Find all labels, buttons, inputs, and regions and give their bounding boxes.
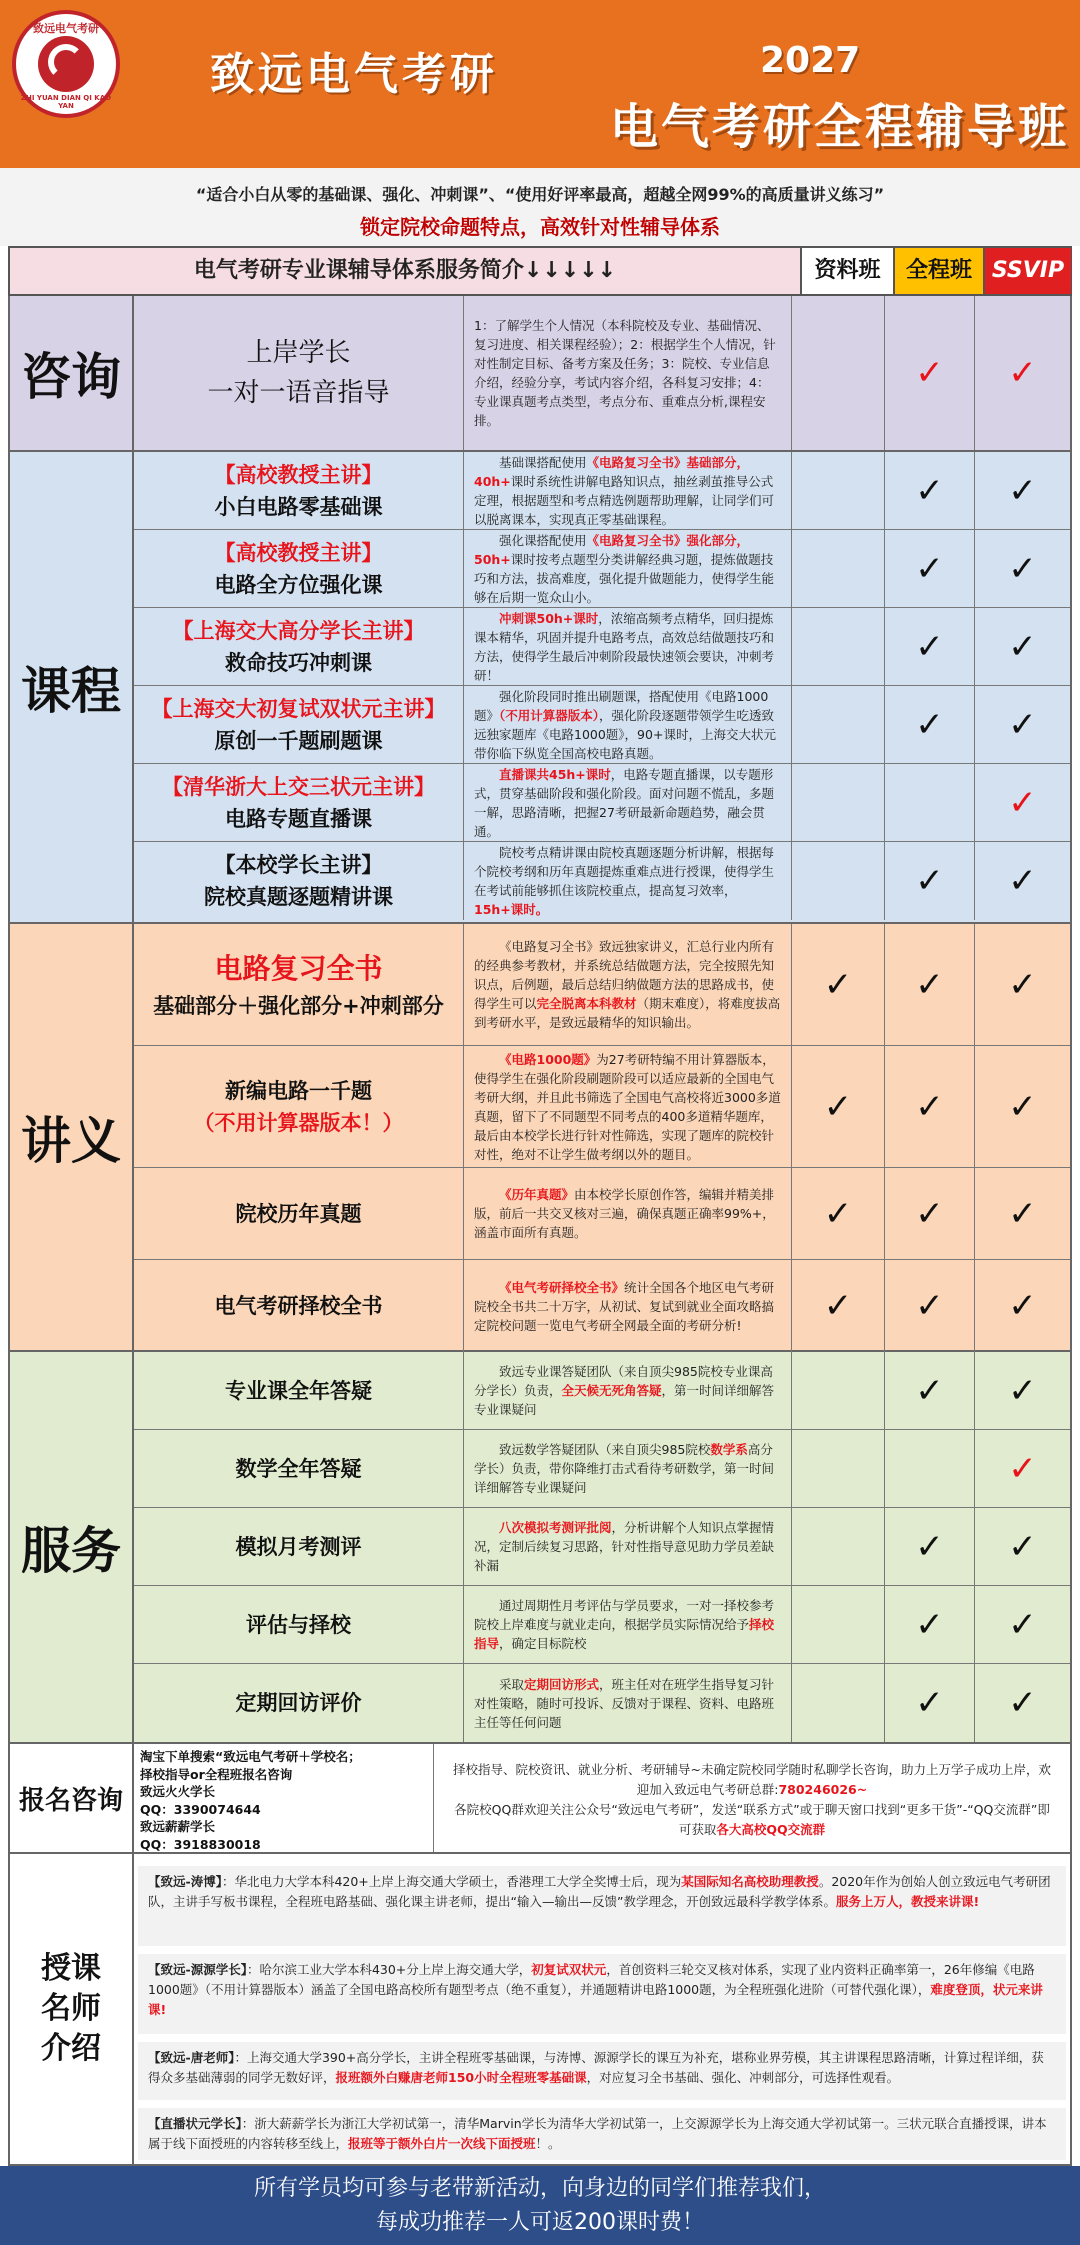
check-icon: ✓	[823, 1193, 853, 1234]
row-name	[134, 296, 464, 450]
check-full	[885, 608, 975, 685]
row-description-part: ，强化阶段逐题带领学生吃透致远独家题库《电路1000题》，90+课时，上海交大状元带你临下纵览全国高校电路真题。	[474, 707, 776, 761]
teacher-text: 。2020年作为创始人创立致远电气考研团队，主讲手写板书课程，全程班电路基础、强化课主讲老师，提出“输入—输出—反馈”教学理念，开创致远最科学教学体系。	[148, 1874, 1051, 1909]
teacher-text: ：浙大薪薪学长为浙江大学初试第一，清华Marvin学长为清华大学初试第一，上交源源学长为上海交通大学初试第一。三状元联合直播授课，讲本属于线下面授班的内容转移至线上，	[148, 2116, 1047, 2151]
check-icon: ✓	[915, 1604, 944, 1645]
check-icon: ✓	[915, 470, 944, 511]
row-description-text	[474, 1185, 781, 1242]
row-description-text	[474, 1278, 781, 1335]
row-description-highlight: 冲刺课50h+课时	[499, 610, 599, 626]
row-name-line-2: 院校真题逐题精讲课	[204, 885, 393, 909]
row-name-line-1: 【高校教授主讲】	[214, 540, 383, 565]
row-description-part: 由本校学长原创作答，编辑并精美排版，前后一共交叉核对三遍，确保真题正确率99%+，涵盖市面所有真题。	[474, 1187, 775, 1240]
check-materials	[792, 1168, 885, 1259]
row-description-highlight: 定期回访形式	[524, 1676, 600, 1692]
check-ssvip	[975, 1430, 1070, 1507]
group-number[interactable]: 780246026~	[778, 1782, 868, 1797]
row-description-part: 为27考研特编不用计算器版本，使得学生在强化阶段刷题阶段可以适应最新的全国电气考研大纲，并且此书筛选了全国电气高校将近3000多道真题，留下了不同题型不同考点的400多道精华题库，最后由本校学长进行针对性筛选，实现了题库的院校针对性，绝对不让学生做考纲以外的题目。	[474, 1051, 781, 1162]
check-ssvip	[975, 924, 1070, 1045]
table-row	[134, 842, 1070, 920]
row-name	[134, 530, 464, 607]
row-name-line-2: 救命技巧冲刺课	[225, 650, 372, 675]
row-description-part: ，第一时间详细解答专业课疑问	[474, 1383, 775, 1417]
row-description-text	[474, 531, 781, 607]
row-description-text	[474, 765, 781, 841]
logo-text-top: 致远电气考研	[33, 22, 99, 35]
table-row	[134, 1260, 1070, 1352]
table-row	[134, 686, 1070, 764]
check-materials	[792, 1664, 885, 1742]
row-name-line-1: 评估与择校	[246, 1612, 351, 1637]
table-row	[134, 764, 1070, 842]
logo-text-bottom: ZHI YUAN DIAN QI KAO YAN	[20, 94, 112, 110]
row-name-line-2: 原创一千题刷题课	[214, 728, 383, 753]
table-header-title: 电气考研专业课辅导体系服务简介↓↓↓↓↓	[193, 258, 617, 283]
row-name-line-2: 一对一语音指导	[207, 378, 390, 408]
row-name-line-1: 定期回访评价	[235, 1691, 362, 1715]
check-full	[885, 1430, 975, 1507]
check-materials	[792, 530, 885, 607]
table-row	[134, 1664, 1070, 1742]
row-description	[464, 1046, 792, 1167]
row-description-part: 院校考点精讲课由院校真题逐题分析讲解，根据每个院校考纲和历年真题提炼重难点进行授课，使得学生在考试前能够抓住该院校重点，提高复习效率，	[474, 845, 775, 898]
check-full	[885, 1260, 975, 1352]
section-label: 报名咨询	[10, 1744, 134, 1852]
check-icon: ✓	[915, 626, 944, 667]
teacher-highlight: 难度登顶，状元来讲课!	[148, 1982, 1043, 2017]
section-label: 课程	[10, 452, 134, 922]
table-header	[8, 246, 1072, 296]
check-full	[885, 530, 975, 607]
check-materials	[792, 1352, 885, 1429]
check-materials	[792, 924, 885, 1045]
row-description-highlight: （不用计算器版本）	[499, 707, 600, 723]
row-description	[464, 530, 792, 607]
row-description-text	[474, 687, 781, 763]
teacher-text: ！。	[535, 2136, 561, 2151]
row-description	[464, 686, 792, 763]
check-icon: ✓	[1008, 1683, 1037, 1723]
row-name-line-1: 电路复习全书	[214, 951, 383, 985]
row-description	[464, 1260, 792, 1352]
check-icon: ✓	[1008, 1604, 1037, 1645]
row-description-text	[474, 1518, 781, 1575]
row-description	[464, 842, 792, 920]
teacher-highlight: 报班额外白赚唐老师150小时全程班零基础课	[335, 2070, 587, 2085]
row-description	[464, 1664, 792, 1742]
header-banner	[0, 0, 1080, 168]
teacher-card	[138, 2108, 1066, 2160]
check-materials	[792, 1260, 885, 1352]
row-description-highlight: 八次模拟考测评批阅	[499, 1520, 612, 1535]
check-icon: ✓	[915, 704, 944, 745]
check-full	[885, 842, 975, 920]
check-materials	[792, 1430, 885, 1507]
check-icon: ✓	[915, 1286, 944, 1326]
row-description	[464, 296, 792, 450]
section-consult	[8, 296, 1072, 452]
row-description-text	[474, 937, 781, 1032]
row-description-part: ，电路专题直播课，以专题形式，贯穿基础阶段和强化阶段。面对问题不慌乱，多题一解，思路清晰，把握27考研最新命题趋势，融会贯通。	[474, 766, 775, 839]
row-name-line-1: 上岸学长	[246, 338, 351, 368]
signup-line: 淘宝下单搜索“致远电气考研＋学校名；	[140, 1749, 361, 1764]
logo	[12, 10, 120, 118]
check-icon: ✓	[1008, 1448, 1037, 1489]
slogan-line-1: “适合小白从零的基础课、强化、冲刺课”、“使用好评率最高，超越全网99%的高质量讲义练习”	[195, 185, 885, 204]
signup-line: 择校指导or全程班报名咨询	[140, 1766, 293, 1782]
check-full	[885, 764, 975, 841]
table-row	[134, 1046, 1070, 1168]
table-row	[134, 530, 1070, 608]
teacher-text: ：华北电力大学本科420+上岸上海交通大学硕士，香港理工大学全奖博士后，现为	[221, 1874, 682, 1889]
row-description	[464, 1352, 792, 1429]
check-icon: ✓	[1008, 1193, 1037, 1234]
section-service	[8, 1352, 1072, 1744]
teacher-card	[138, 2042, 1066, 2100]
check-ssvip	[975, 1046, 1070, 1167]
row-name	[134, 842, 464, 920]
row-description-highlight: 完全脱离本科教材	[536, 996, 637, 1011]
row-description-highlight: 数学系	[710, 1442, 748, 1457]
row-description-part: 采取	[499, 1676, 525, 1692]
section-course	[8, 452, 1072, 924]
column-header-materials: 资料班	[800, 248, 893, 294]
signup-qq[interactable]: QQ：3918830018	[140, 1836, 261, 1852]
check-full	[885, 686, 975, 763]
check-materials	[792, 1046, 885, 1167]
brand-name: 致远电气考研	[210, 49, 498, 100]
check-icon: ✓	[915, 548, 944, 589]
row-description-text	[474, 453, 781, 529]
check-materials	[792, 1586, 885, 1663]
teacher-name: 【致远-唐老师】	[148, 2050, 235, 2065]
row-description-part: 高分学长）负责，带你降维打击式看待考研数学，第一时间详细解答专业课疑问	[474, 1442, 775, 1495]
section-teachers	[8, 1854, 1072, 2166]
row-description-text	[474, 1596, 781, 1653]
row-description-text	[474, 1362, 781, 1419]
row-description	[464, 1430, 792, 1507]
check-icon: ✓	[823, 1086, 853, 1127]
footer-banner	[0, 2166, 1080, 2245]
table-row	[134, 608, 1070, 686]
teacher-text: ，首创资料三轮交叉核对体系，实现了业内资料正确率第一，26年修编《电路1000题》（不用计算器版本）涵盖了全国电路高校所有题型考点（绝不重复），并通题精讲电路1000题，为全程班强化进阶（可替代强化课），	[148, 1962, 1035, 1997]
row-description-part: 基础课搭配使用	[499, 454, 587, 470]
column-header-full: 全程班	[893, 248, 983, 294]
row-name-line-2: 电路专题直播课	[225, 806, 372, 831]
check-icon: ✓	[915, 1526, 944, 1567]
row-description-part: ，分析讲解个人知识点掌握情况，定制后续复习思路，针对性指导意见助力学员差缺补漏	[474, 1520, 775, 1573]
teacher-highlight: 初复试双状元	[531, 1962, 607, 1977]
check-icon: ✓	[1008, 1370, 1037, 1411]
check-ssvip	[975, 1168, 1070, 1259]
check-ssvip	[975, 1664, 1070, 1742]
check-icon: ✓	[915, 1086, 944, 1127]
check-icon: ✓	[1008, 548, 1037, 589]
check-icon: ✓	[823, 1286, 853, 1326]
check-ssvip	[975, 1586, 1070, 1663]
row-name	[134, 1664, 464, 1742]
signup-qq[interactable]: QQ：3390074644	[140, 1801, 261, 1817]
row-name-line-2: 电路全方位强化课	[214, 572, 383, 597]
row-description-text	[474, 1675, 781, 1732]
row-description-highlight: 直播课共45h+课时	[499, 766, 611, 782]
table-row	[134, 1168, 1070, 1260]
column-header-ssvip: SSVIP	[983, 248, 1071, 294]
row-name-line-1: 模拟月考测评	[235, 1534, 362, 1559]
row-name-line-1: 【高校教授主讲】	[214, 462, 383, 487]
section-signup	[8, 1744, 1072, 1854]
teacher-name: 【致远-涛博】	[148, 1874, 222, 1889]
row-name-line-1: 【清华浙大上交三状元主讲】	[162, 774, 435, 799]
teacher-card	[138, 1866, 1066, 1946]
row-name-line-1: 【本校学长主讲】	[214, 853, 383, 877]
check-materials	[792, 452, 885, 529]
row-description-part: （期末难度），将难度拔高到考研水平，是致远最精华的知识输出。	[474, 996, 781, 1030]
course-title: 电气考研全程辅导班	[610, 99, 1070, 155]
check-full	[885, 924, 975, 1045]
section-notes	[8, 924, 1072, 1352]
slogan-banner	[0, 168, 1080, 246]
section-label: 咨询	[10, 296, 134, 450]
check-ssvip	[975, 1508, 1070, 1585]
signup-line: 致远火火学长	[140, 1784, 216, 1799]
row-name	[134, 1046, 464, 1167]
table-row	[134, 1352, 1070, 1430]
row-name-line-1: 【上海交大高分学长主讲】	[172, 618, 425, 643]
signup-info	[434, 1744, 1070, 1852]
check-full	[885, 452, 975, 529]
table-row	[134, 296, 1070, 450]
row-description-highlight: 全天候无死角答疑	[561, 1383, 662, 1398]
row-description-text	[474, 1050, 781, 1164]
row-description	[464, 924, 792, 1045]
check-icon: ✓	[1008, 964, 1037, 1005]
row-description	[464, 764, 792, 841]
check-materials	[792, 1508, 885, 1585]
row-description	[464, 608, 792, 685]
row-description-part: ，班主任对在班学生指导复习针对性策略，随时可投诉、反馈对于课程、资料、电路班主任等任何问题	[474, 1676, 775, 1730]
teacher-highlight: 服务上万人，教授来讲课!	[835, 1894, 980, 1909]
table-row	[134, 452, 1070, 530]
section-label: 讲义	[10, 924, 134, 1350]
row-description-highlight: 《电路复习全书》基础部分，40h+	[474, 454, 750, 489]
row-description-part: ，浓缩高频考点精华，回归提炼课本精华，巩固并提升电路考点，高效总结做题技巧和方法，使得学生最后冲刺阶段最快速领会要诀，冲刺考研！	[474, 610, 775, 683]
check-icon: ✓	[1008, 353, 1037, 393]
signup-info-text: 择校指导、院校资讯、就业分析、考研辅导~未确定院校同学随时私聊学长咨询，助力上万学子成功上岸，欢迎加入致远电气考研总群:	[453, 1762, 1051, 1797]
group-link[interactable]: 各大高校QQ交流群	[716, 1822, 826, 1837]
row-name	[134, 1352, 464, 1429]
table-row	[134, 1508, 1070, 1586]
row-description-part: 强化课搭配使用	[499, 532, 587, 548]
check-full	[885, 1168, 975, 1259]
table-row	[134, 1430, 1070, 1508]
row-description-highlight: 择校指导	[474, 1617, 775, 1651]
row-description-part: ，确定目标院校	[499, 1636, 587, 1651]
row-name-line-1: 【上海交大初复试双状元主讲】	[151, 696, 446, 721]
check-ssvip	[975, 686, 1070, 763]
row-description-part: 强化阶段同时推出刷题课，搭配使用《电路1000题》	[474, 688, 769, 723]
check-materials	[792, 296, 885, 450]
signup-contacts	[134, 1744, 434, 1852]
row-description-part: 课时系统性讲解电路知识点，抽丝剥茧推导公式定理，根据题型和考点精选例题帮助理解，让同学们可以脱离课本，实现真正零基础课程。	[474, 473, 775, 527]
row-name	[134, 1586, 464, 1663]
check-ssvip	[975, 530, 1070, 607]
check-materials	[792, 764, 885, 841]
row-description-highlight: 15h+课时。	[474, 902, 549, 917]
check-ssvip	[975, 296, 1070, 450]
row-description-highlight: 《历年真题》	[499, 1187, 575, 1202]
check-full	[885, 1586, 975, 1663]
row-name	[134, 764, 464, 841]
row-name-line-1: 电气考研择校全书	[214, 1294, 383, 1318]
signup-info-text: 各院校QQ群欢迎关注公众号“致远电气考研”，发送“联系方式”或于聊天窗口找到“更多干货”-“QQ交流群”即可获取	[454, 1802, 1050, 1837]
row-name-line-2: 小白电路零基础课	[214, 494, 383, 519]
check-icon: ✓	[1008, 704, 1037, 745]
row-description	[464, 1168, 792, 1259]
check-icon: ✓	[1008, 782, 1037, 823]
check-icon: ✓	[1008, 1086, 1037, 1127]
row-name	[134, 1168, 464, 1259]
check-materials	[792, 686, 885, 763]
table-row	[134, 1586, 1070, 1664]
check-full	[885, 296, 975, 450]
check-icon: ✓	[915, 1683, 944, 1723]
section-label: 授课名师介绍	[10, 1854, 134, 2164]
check-full	[885, 1352, 975, 1429]
check-icon: ✓	[915, 1370, 944, 1411]
check-icon: ✓	[1008, 1526, 1037, 1567]
section-label: 服务	[10, 1352, 134, 1742]
row-description-part: 通过周期性月考评估与学员要求，一对一择校参考院校上岸难度与就业走向，根据学员实际情况给予	[474, 1598, 775, 1632]
logo-swirl-icon	[48, 44, 84, 80]
row-name-line-2: 基础部分＋强化部分+冲刺部分	[153, 993, 444, 1018]
row-description-part: 致远数学答疑团队（来自顶尖985院校	[499, 1442, 711, 1457]
row-description-text	[474, 1440, 781, 1497]
check-icon: ✓	[1008, 626, 1037, 667]
teacher-text: ：上海交通大学390+高分学长，主讲全程班零基础课，与涛博、源源学长的课互为补充，堪称业界劳模，其主讲课程思路清晰，计算过程详细，获得众多基础薄弱的同学无数好评，	[148, 2050, 1044, 2085]
row-description-part: 《电路复习全书》致远独家讲义，汇总行业内所有的经典参考教材，并系统总结做题方法，完全按照先知识点，后例题，最后总结归纳做题方法的思路成书，使得学生可以	[474, 939, 775, 1011]
row-name	[134, 608, 464, 685]
row-name	[134, 1508, 464, 1585]
check-icon: ✓	[1008, 861, 1037, 901]
check-full	[885, 1664, 975, 1742]
row-description-part: 统计全国各个地区电气考研院校全书共二十万字，从初试、复试到就业全面攻略搞定院校问题一览电气考研全网最全面的考研分析!	[474, 1279, 775, 1333]
row-name	[134, 452, 464, 529]
check-ssvip	[975, 1260, 1070, 1352]
row-description-text	[474, 609, 781, 685]
teacher-card	[138, 1954, 1066, 2034]
row-name	[134, 924, 464, 1045]
row-description-highlight: 《电路复习全书》强化部分，50h+	[474, 532, 750, 567]
row-description-text	[474, 843, 781, 919]
check-icon: ✓	[915, 964, 944, 1005]
teacher-highlight: 某国际知名高校助理教授	[681, 1874, 819, 1889]
check-full	[885, 1046, 975, 1167]
slogan-line-2: 锁定院校命题特点，高效针对性辅导体系	[360, 215, 720, 239]
row-description-part: 致远专业课答疑团队（来自顶尖985院校专业课高分学长）负责，	[474, 1364, 773, 1398]
teacher-text: ：哈尔滨工业大学本科430+分上岸上海交通大学，	[246, 1962, 532, 1977]
row-description	[464, 452, 792, 529]
row-description-highlight: 《电路1000题》	[499, 1051, 597, 1067]
row-name-line-1: 新编电路一千题	[225, 1078, 372, 1103]
check-ssvip	[975, 608, 1070, 685]
row-description-text: 1：了解学生个人情况（本科院校及专业、基础情况、复习进度、相关课程经验）；2：根据学生个人情况，针对性制定目标、备考方案及任务；3：院校、专业信息介绍，经验分享，考试内容介绍，各科复习安排；4：专业课真题考点类型，考点分布、重难点分析,课程安排。	[474, 318, 776, 428]
footer-line-1: 所有学员均可参与老带新活动，向身边的同学们推荐我们，	[253, 2176, 826, 2201]
teacher-name: 【直播状元学长】	[148, 2116, 242, 2131]
signup-line: 致远薪薪学长	[140, 1819, 216, 1834]
row-description	[464, 1508, 792, 1585]
row-name	[134, 1430, 464, 1507]
table-row	[134, 924, 1070, 1046]
check-icon: ✓	[915, 861, 944, 901]
check-materials	[792, 608, 885, 685]
row-name	[134, 1260, 464, 1352]
check-icon: ✓	[1008, 470, 1037, 511]
check-icon: ✓	[823, 964, 853, 1005]
check-ssvip	[975, 1352, 1070, 1429]
check-ssvip	[975, 452, 1070, 529]
teacher-highlight: 报班等于额外白片一次线下面授班	[348, 2136, 536, 2151]
teacher-text: ，对应复习全书基础、强化、冲刺部分，可选择性观看。	[586, 2070, 900, 2085]
row-name-line-1: 院校历年真题	[235, 1201, 362, 1226]
row-description	[464, 1586, 792, 1663]
check-materials	[792, 842, 885, 920]
check-icon: ✓	[915, 1193, 944, 1234]
row-description-highlight: 《电气考研择校全书》	[499, 1279, 625, 1295]
teacher-name: 【致远-源源学长】	[148, 1962, 247, 1977]
row-name-line-2: （不用计算器版本！）	[193, 1110, 404, 1135]
check-ssvip	[975, 842, 1070, 920]
check-icon: ✓	[1008, 1286, 1037, 1326]
check-ssvip	[975, 764, 1070, 841]
check-icon: ✓	[915, 353, 944, 393]
row-name-line-1: 专业课全年答疑	[225, 1378, 372, 1403]
footer-line-2: 每成功推荐一人可返200课时费！	[376, 2210, 704, 2235]
year: 2027	[760, 40, 861, 81]
row-name-line-1: 数学全年答疑	[235, 1456, 362, 1481]
row-name	[134, 686, 464, 763]
check-full	[885, 1508, 975, 1585]
row-description-part: 课时按考点题型分类讲解经典习题，提炼做题技巧和方法，拔高难度，强化提升做题能力，使得学生能够在后期一览众山小。	[474, 551, 775, 605]
